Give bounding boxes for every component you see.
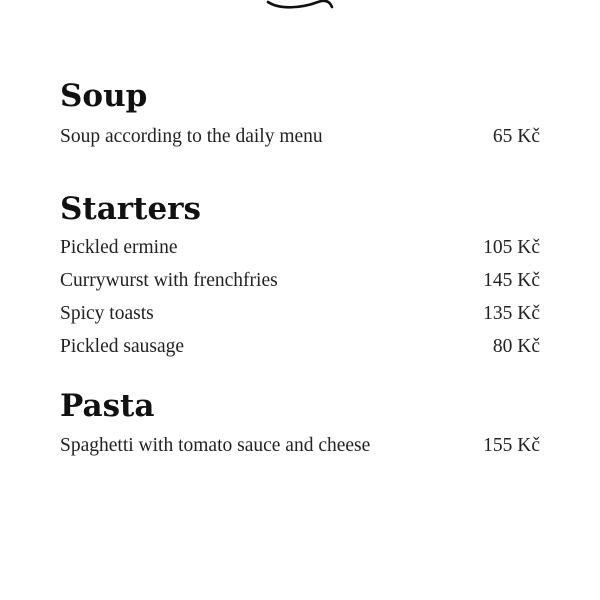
menu-item: [60, 433, 540, 459]
item-price: 155 Kč: [483, 435, 540, 456]
section-title: Pasta: [60, 388, 155, 424]
item-price: 135 Kč: [483, 303, 540, 324]
item-name: Spicy toasts: [60, 303, 154, 324]
item-price: 105 Kč: [483, 237, 540, 258]
menu-item: [60, 301, 540, 327]
decorative-flourish: [262, 0, 338, 16]
item-price: 145 Kč: [483, 270, 540, 291]
section-title: Starters: [60, 191, 201, 227]
menu-item: [60, 124, 540, 150]
item-name: Pickled sausage: [60, 336, 185, 357]
item-name: Soup according to the daily menu: [60, 126, 323, 147]
item-price: 80 Kč: [492, 336, 540, 357]
menu-item: [60, 334, 540, 360]
item-name: Spaghetti with tomato sauce and cheese: [60, 435, 371, 456]
menu-item: [60, 268, 540, 294]
item-price: 65 Kč: [492, 126, 540, 147]
item-name: Currywurst with frenchfries: [60, 270, 278, 291]
section-title: Soup: [60, 78, 148, 114]
item-name: Pickled ermine: [60, 237, 178, 258]
menu-item: [60, 235, 540, 261]
